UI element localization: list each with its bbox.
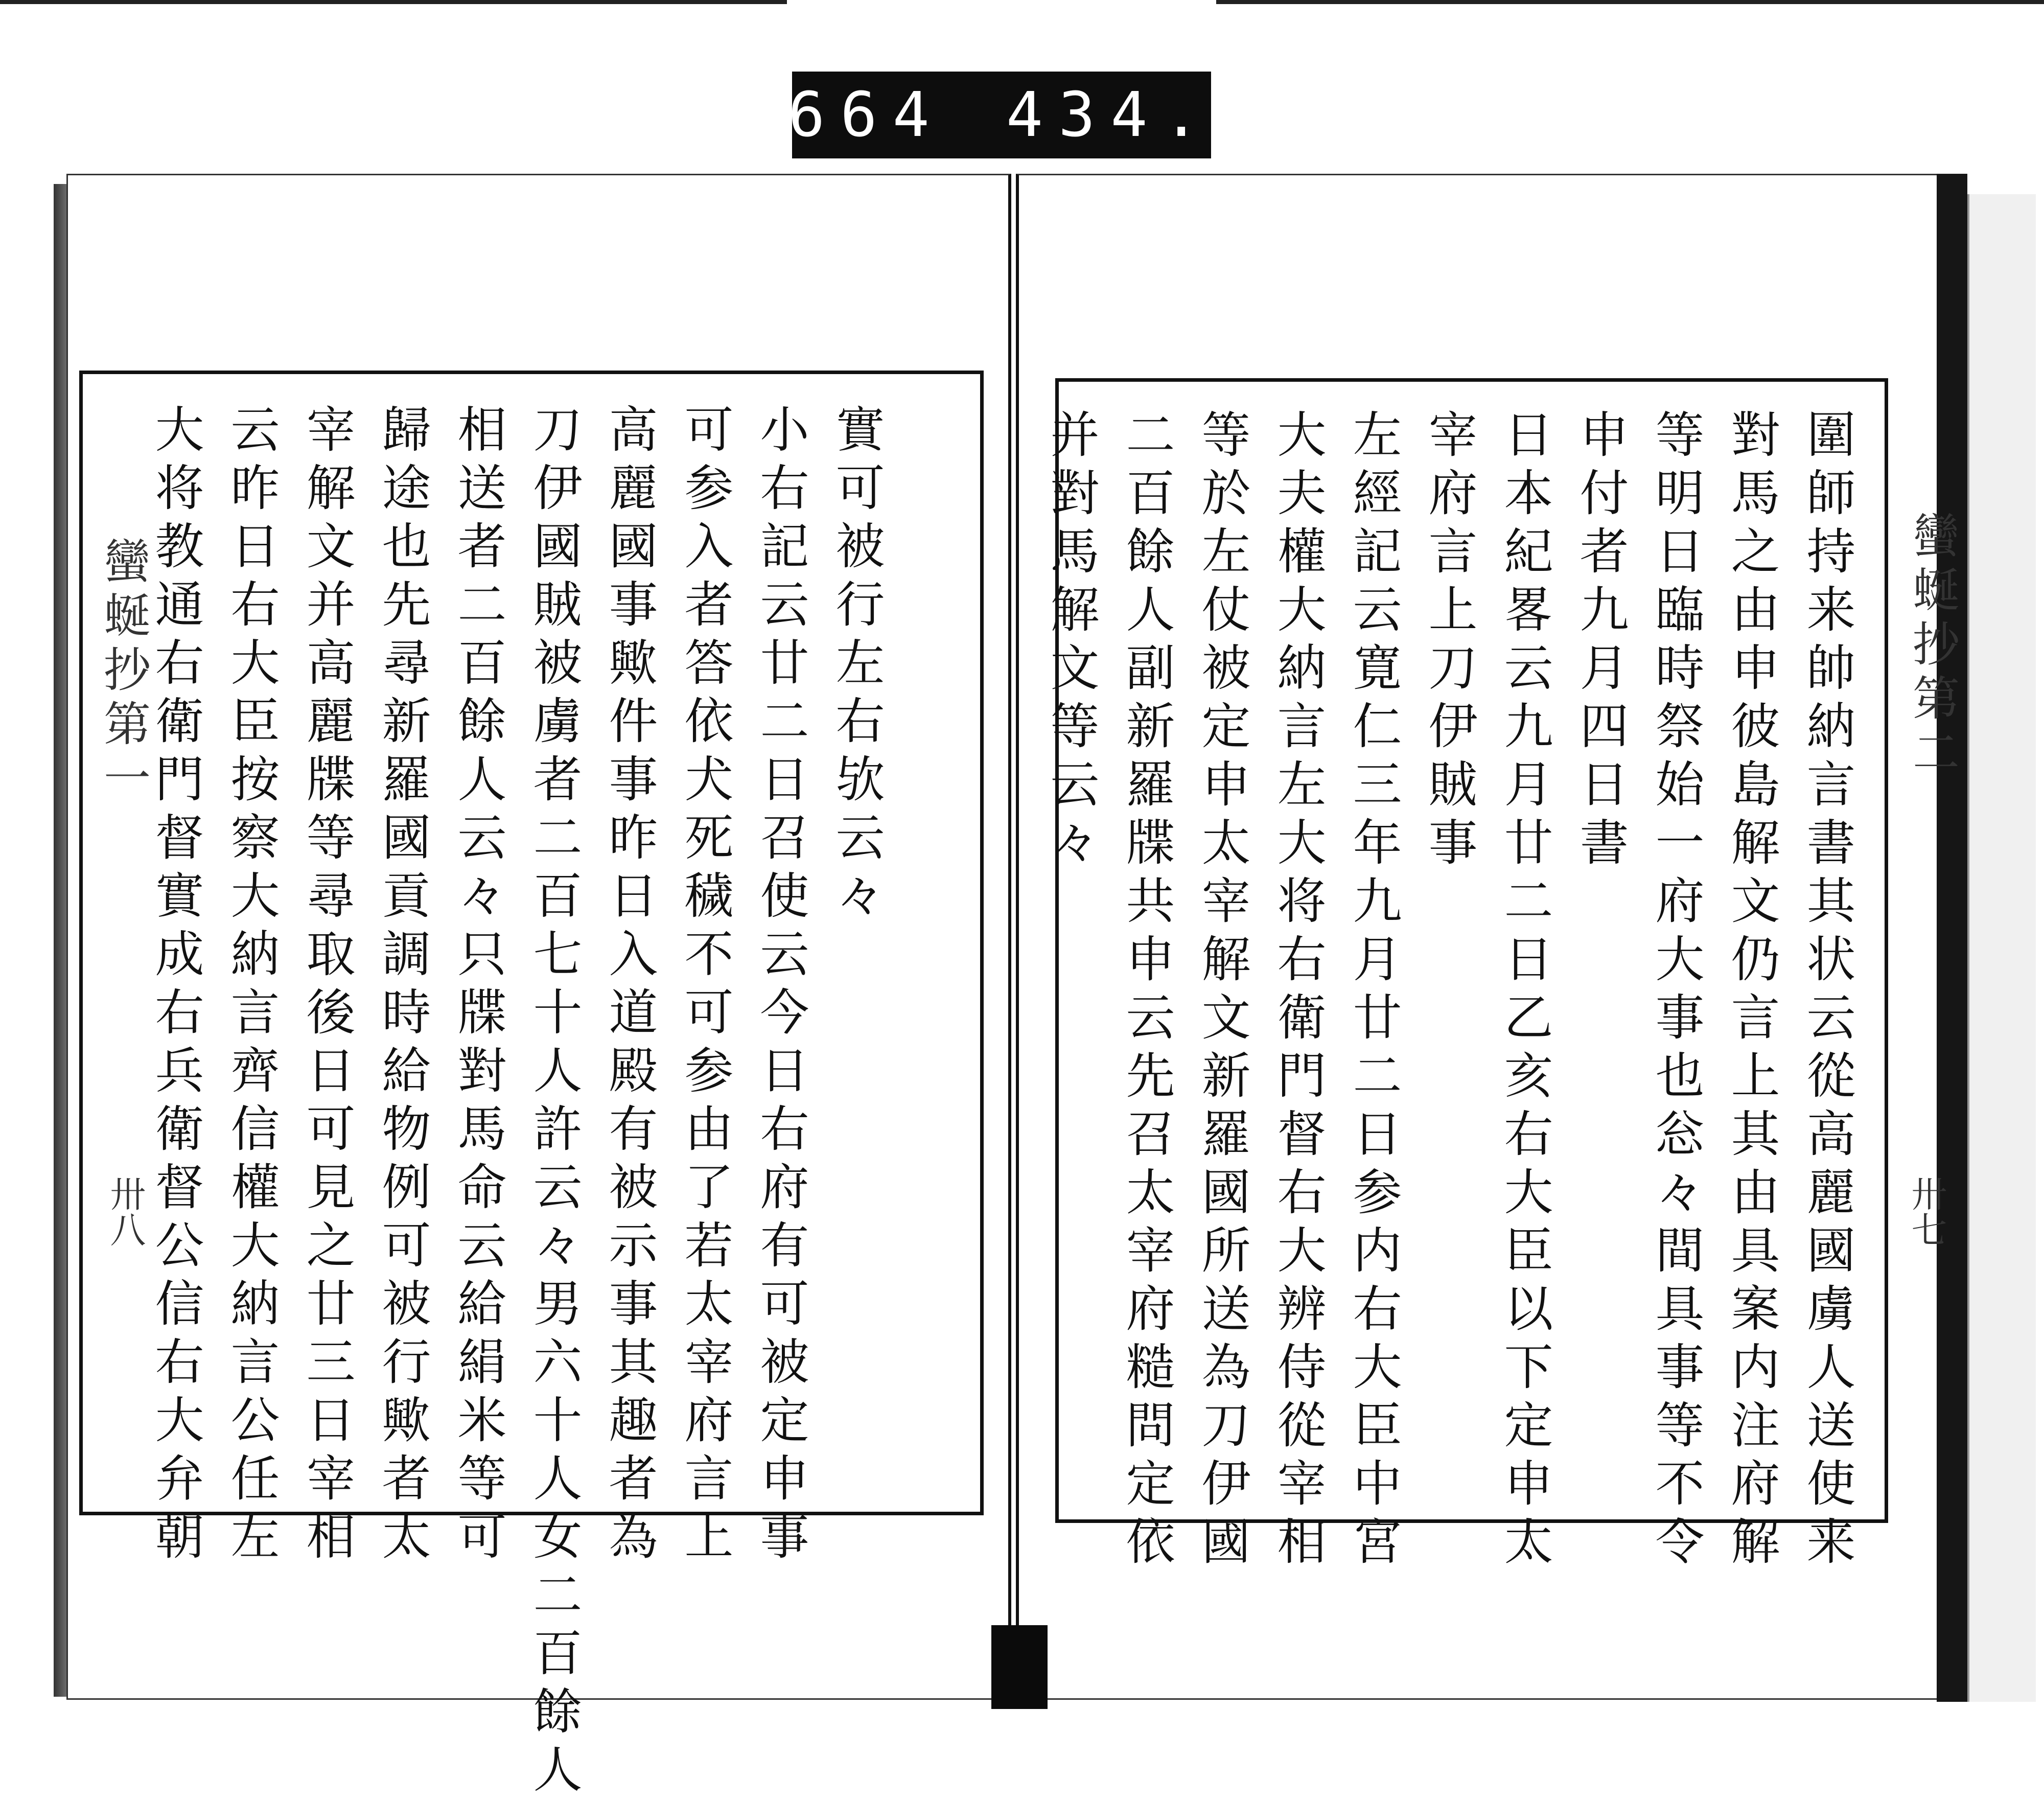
left-folio: 卅八 <box>104 1175 146 1247</box>
text-column: 可参入者答依犬死穢不可参由了若太宰府言上 <box>677 404 734 1569</box>
text-column: 相送者二百餘人云々只牒對馬命云給絹米等可 <box>450 404 507 1569</box>
text-column: 申付者九月四日書 <box>1572 409 1629 875</box>
text-column: 高麗國事歟件事昨日入道殿有被示事其趣者為 <box>601 404 658 1569</box>
book-right-edge <box>1937 174 1967 1702</box>
scan-label <box>788 72 1215 158</box>
scan-number-left: 664 <box>788 79 945 151</box>
top-rule-right <box>1216 0 2044 4</box>
text-column: 圍師持来帥納言書其状云從高麗國虜人送使来 <box>1799 409 1856 1574</box>
text-column: 小右記云廿二日召使云今日右府有可被定申事 <box>752 404 809 1569</box>
text-column: 左經記云寛仁三年九月廿二日参内右大臣中宮 <box>1345 409 1402 1574</box>
text-column: 等明日臨時祭始一府大事也忩々間具事等不令 <box>1647 409 1705 1574</box>
scan-number-right: 434. <box>1006 79 1215 151</box>
right-page-text <box>1042 409 1865 1574</box>
text-column: 二百餘人副新羅牒共申云先召太宰府糙問定依 <box>1118 409 1175 1574</box>
text-column: 大将教通右衛門督實成右兵衛督公信右大弁朝 <box>147 404 204 1569</box>
text-column: 宰府言上刀伊賊事 <box>1421 409 1478 875</box>
text-column: 刀伊國賊被虜者二百七十人許云々男六十人女二百餘人 <box>525 404 583 1802</box>
text-column: 云昨日右大臣按察大納言齊信權大納言公任左 <box>223 404 280 1569</box>
text-column: 等於左仗被定申太宰解文新羅國所送為刀伊國 <box>1194 409 1251 1574</box>
text-column: 歸途也先尋新羅國貢調時給物例可被行歟者太 <box>374 404 431 1569</box>
left-page-text <box>128 404 894 1802</box>
text-column: 對馬之由申彼島解文仍言上其由具案内注府解 <box>1723 409 1780 1574</box>
text-column: 大夫權大納言左大将右衛門督右大辨侍從宰相 <box>1269 409 1327 1574</box>
text-column: 實可被行左右欤云々 <box>828 404 885 928</box>
text-column: 并對馬解文等云々 <box>1042 409 1100 875</box>
book-right-margin <box>1967 194 2036 1702</box>
text-column: 日本紀畧云九月廿二日乙亥右大臣以下定申太 <box>1496 409 1553 1574</box>
book-spine <box>991 1625 1048 1709</box>
right-margin-title: 蠻蜒抄第二 <box>1905 511 1960 782</box>
text-column: 宰解文并高麗牒等尋取後日可見之廿三日宰相 <box>298 404 356 1569</box>
left-margin-title: 蠻蜒抄第一 <box>96 537 151 807</box>
right-folio: 卅七 <box>1906 1175 1947 1247</box>
top-rule-left <box>0 0 787 4</box>
